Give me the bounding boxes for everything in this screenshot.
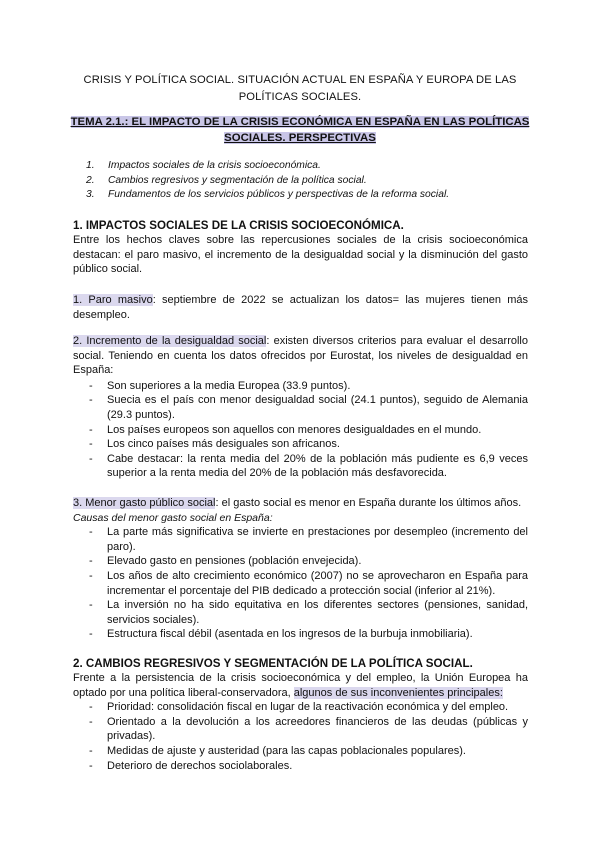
- section1: [73, 218, 528, 277]
- list-item: - Suecia es el país con menor desigualdad social (24.1 puntos), seguido de Alemania (29.3 puntos).: [73, 393, 528, 422]
- toc-text: Cambios regresivos y segmentación de la política social.: [108, 174, 367, 186]
- desigualdad-paragraph: [73, 334, 528, 378]
- gasto-section: [73, 496, 528, 642]
- list-item: - Elevado gasto en pensiones (población envejecida).: [73, 554, 528, 569]
- toc-item: [86, 159, 449, 174]
- list-item: - Prioridad: consolidación fiscal en lugar de la reactivación económica y del empleo.: [73, 700, 528, 715]
- gasto-paragraph: [73, 496, 528, 511]
- gasto-text: : el gasto social es menor en España durante los últimos años.: [215, 497, 522, 509]
- toc-text: Impactos sociales de la crisis socioeconómica.: [108, 160, 321, 171]
- list-item: - Los años de alto crecimiento económico (2007) no se aprovecharon en España para incrementar el porcentaje del PIB dedicado a protección social (inferior al 21%).: [73, 569, 528, 598]
- list-item: - La inversión no ha sido equitativa en los diferentes sectores (pensiones, sanidad, servicios sociales).: [73, 598, 528, 627]
- toc-item: [86, 188, 449, 203]
- toc-item: [86, 174, 449, 189]
- paro-masivo-text: : septiembre de 2022 se actualizan los datos= las mujeres tienen más desempleo.: [73, 294, 528, 321]
- paro-masivo-paragraph: [73, 293, 528, 322]
- toc-text: Fundamentos de los servicios públicos y perspectivas de la reforma social.: [108, 189, 450, 200]
- desigualdad-label: 2. Incremento de la desigualdad social: [73, 335, 267, 347]
- section1-heading: 1. IMPACTOS SOCIALES DE LA CRISIS SOCIOECONÓMICA.: [73, 219, 404, 232]
- table-of-contents: [86, 159, 449, 203]
- toc-number: 2.: [86, 174, 95, 186]
- section2-list: [73, 700, 528, 773]
- tema-heading-text: TEMA 2.1.: EL IMPACTO DE LA CRISIS ECONÓMICA EN ESPAÑA EN LAS POLÍTICAS SOCIALES. PERSPECTIVAS: [70, 116, 530, 144]
- section2-intro: [73, 671, 528, 700]
- list-item: - Los cinco países más desiguales son africanos.: [73, 437, 528, 452]
- section2: [73, 656, 528, 773]
- list-item: - La parte más significativa se invierte en prestaciones por desempleo (incremento del paro).: [73, 525, 528, 554]
- desigualdad-list: [73, 379, 528, 481]
- gasto-causas-label: Causas del menor gasto social en España:: [73, 511, 273, 524]
- list-item: - Orientado a la devolución a los acreedores financieros de las deudas (públicas y privadas).: [73, 715, 528, 744]
- section1-intro: Entre los hechos claves sobre las repercusiones sociales de la crisis socioeconómica destacan: el paro masivo, el incremento de la desigualdad social y la disminución del gasto público social.: [73, 234, 528, 276]
- paro-masivo-label: 1. Paro masivo: [73, 294, 153, 306]
- list-item: - Son superiores a la media Europea (33.9 puntos).: [73, 379, 528, 394]
- list-item: - Estructura fiscal débil (asentada en los ingresos de la burbuja inmobiliaria).: [73, 627, 528, 642]
- toc-number: 1.: [86, 160, 95, 171]
- list-item: - Deterioro de derechos sociolaborales.: [73, 759, 528, 774]
- tema-heading: [70, 114, 530, 146]
- list-item: - Medidas de ajuste y austeridad (para las capas poblacionales populares).: [73, 744, 528, 759]
- desigualdad-section: [73, 334, 528, 481]
- section2-heading: 2. CAMBIOS REGRESIVOS Y SEGMENTACIÓN DE LA POLÍTICA SOCIAL.: [73, 657, 473, 670]
- desigualdad-text: : existen diversos criterios para evaluar el desarrollo social. Teniendo en cuenta los datos ofrecidos por Eurostat, los niveles de desigualdad en España:: [73, 335, 528, 377]
- section2-intro-highlight: algunos de sus inconvenientes principales:: [293, 686, 503, 699]
- document-title: CRISIS Y POLÍTICA SOCIAL. SITUACIÓN ACTUAL EN ESPAÑA Y EUROPA DE LAS POLÍTICAS SOCIALES.: [83, 74, 517, 103]
- list-item: - Cabe destacar: la renta media del 20% de la población más pudiente es 6,9 veces superior a la renta media del 20% de la población más desfavorecida.: [73, 452, 528, 481]
- section2-intro-text: Frente a la persistencia de la crisis socioeconómica y del empleo, la Unión Europea ha optado por una política liberal-conservadora,: [73, 672, 528, 699]
- toc-number: 3.: [86, 189, 95, 200]
- gasto-list: [73, 525, 528, 642]
- gasto-label: 3. Menor gasto público social: [73, 497, 216, 509]
- list-item: - Los países europeos son aquellos con menores desigualdades en el mundo.: [73, 423, 528, 438]
